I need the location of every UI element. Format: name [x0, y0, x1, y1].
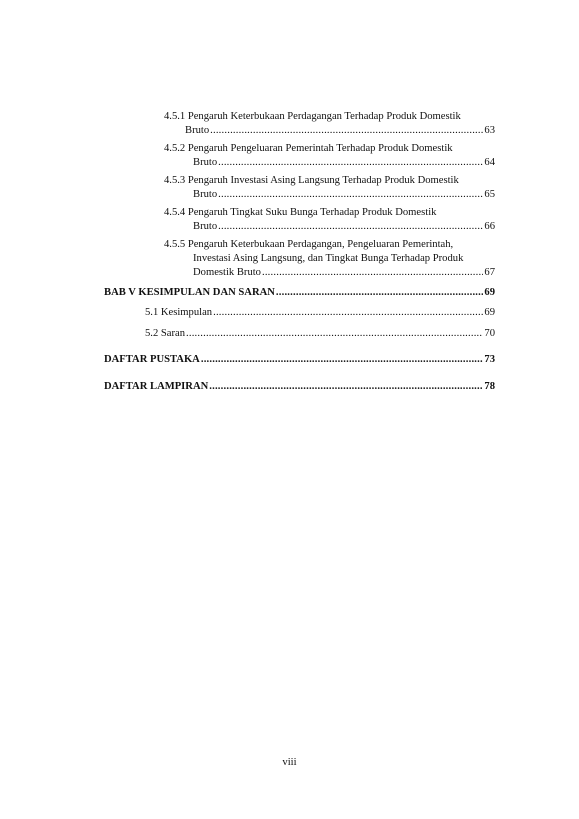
toc-entry-cont-text: Bruto [193, 221, 218, 232]
dot-leader [201, 353, 484, 367]
toc-entry-continuation [164, 266, 495, 280]
toc-entry-title-text: 4.5.1 Pengaruh Keterbukaan Perdagangan Terhadap Produk Domestik [164, 111, 461, 122]
dot-leader [218, 220, 483, 234]
toc-entry-5-2[interactable] [145, 327, 495, 341]
toc-entry-title-text: 4.5.5 Pengaruh Keterbukaan Perdagangan, Pengeluaran Pemerintah, [164, 239, 454, 250]
toc-entry-title-text: 5.2 Saran [145, 328, 186, 339]
page-number: viii [282, 757, 297, 768]
toc-page-number: 69 [484, 287, 495, 298]
toc-entry-title [164, 206, 495, 220]
toc-page-number: 64 [484, 157, 495, 168]
toc-chapter-title: DAFTAR PUSTAKA [104, 354, 200, 365]
toc-entry-4-5-2[interactable] [164, 142, 495, 170]
dot-leader [262, 266, 483, 280]
toc-entry-title [164, 110, 495, 124]
dot-leader [210, 124, 483, 138]
toc-chapter-bab-v[interactable] [104, 286, 495, 300]
toc-entry-title [164, 142, 495, 156]
toc-entry-continuation [164, 220, 495, 234]
toc-chapter-title: BAB V KESIMPULAN DAN SARAN [104, 287, 275, 298]
toc-chapter-line [104, 380, 495, 394]
toc-chapter-line [104, 286, 495, 300]
toc-page-number: 66 [484, 221, 495, 232]
toc-entry-cont-text: Domestik Bruto [193, 267, 261, 278]
toc-chapter-title: DAFTAR LAMPIRAN [104, 381, 209, 392]
toc-entry-cont-text: Bruto [185, 125, 210, 136]
toc-entry-line [145, 327, 495, 341]
dot-leader [209, 380, 483, 394]
toc-entry-4-5-5[interactable] [164, 238, 495, 280]
toc-daftar-lampiran[interactable] [104, 380, 495, 394]
toc-page-number: 69 [484, 307, 495, 318]
dot-leader [213, 306, 483, 320]
toc-chapter-line [104, 353, 495, 367]
toc-entry-cont-text: Bruto [193, 157, 218, 168]
toc-entry-title-text: 5.1 Kesimpulan [145, 307, 213, 318]
dot-leader [218, 156, 483, 170]
toc-entry-line-2 [164, 252, 495, 266]
toc-entry-cont-text: Bruto [193, 189, 218, 200]
toc-entry-continuation [164, 156, 495, 170]
toc-entry-continuation [164, 124, 495, 138]
toc-entry-continuation [164, 188, 495, 202]
dot-leader [218, 188, 483, 202]
dot-leader [276, 286, 484, 300]
toc-entry-4-5-4[interactable] [164, 206, 495, 234]
dot-leader [186, 327, 483, 341]
toc-entry-4-5-3[interactable] [164, 174, 495, 202]
toc-daftar-pustaka[interactable] [104, 353, 495, 367]
toc-entry-5-1[interactable] [145, 306, 495, 320]
toc-entry-4-5-1[interactable] [164, 110, 495, 138]
toc-page-number: 78 [484, 381, 495, 392]
toc-page-number: 70 [484, 328, 495, 339]
toc-entry-line-2-text: Investasi Asing Langsung, dan Tingkat Bunga Terhadap Produk [193, 253, 464, 264]
toc-entry-title [164, 174, 495, 188]
toc-page-number: 63 [484, 125, 495, 136]
toc-page-number: 67 [484, 267, 495, 278]
toc-page-number: 65 [484, 189, 495, 200]
toc-entry-line [145, 306, 495, 320]
toc-page-number: 73 [484, 354, 495, 365]
toc-entry-title-text: 4.5.3 Pengaruh Investasi Asing Langsung Terhadap Produk Domestik [164, 175, 459, 186]
toc-entry-title [164, 238, 495, 252]
toc-entry-title-text: 4.5.2 Pengaruh Pengeluaran Pemerintah Terhadap Produk Domestik [164, 143, 453, 154]
toc-entry-title-text: 4.5.4 Pengaruh Tingkat Suku Bunga Terhadap Produk Domestik [164, 207, 437, 218]
